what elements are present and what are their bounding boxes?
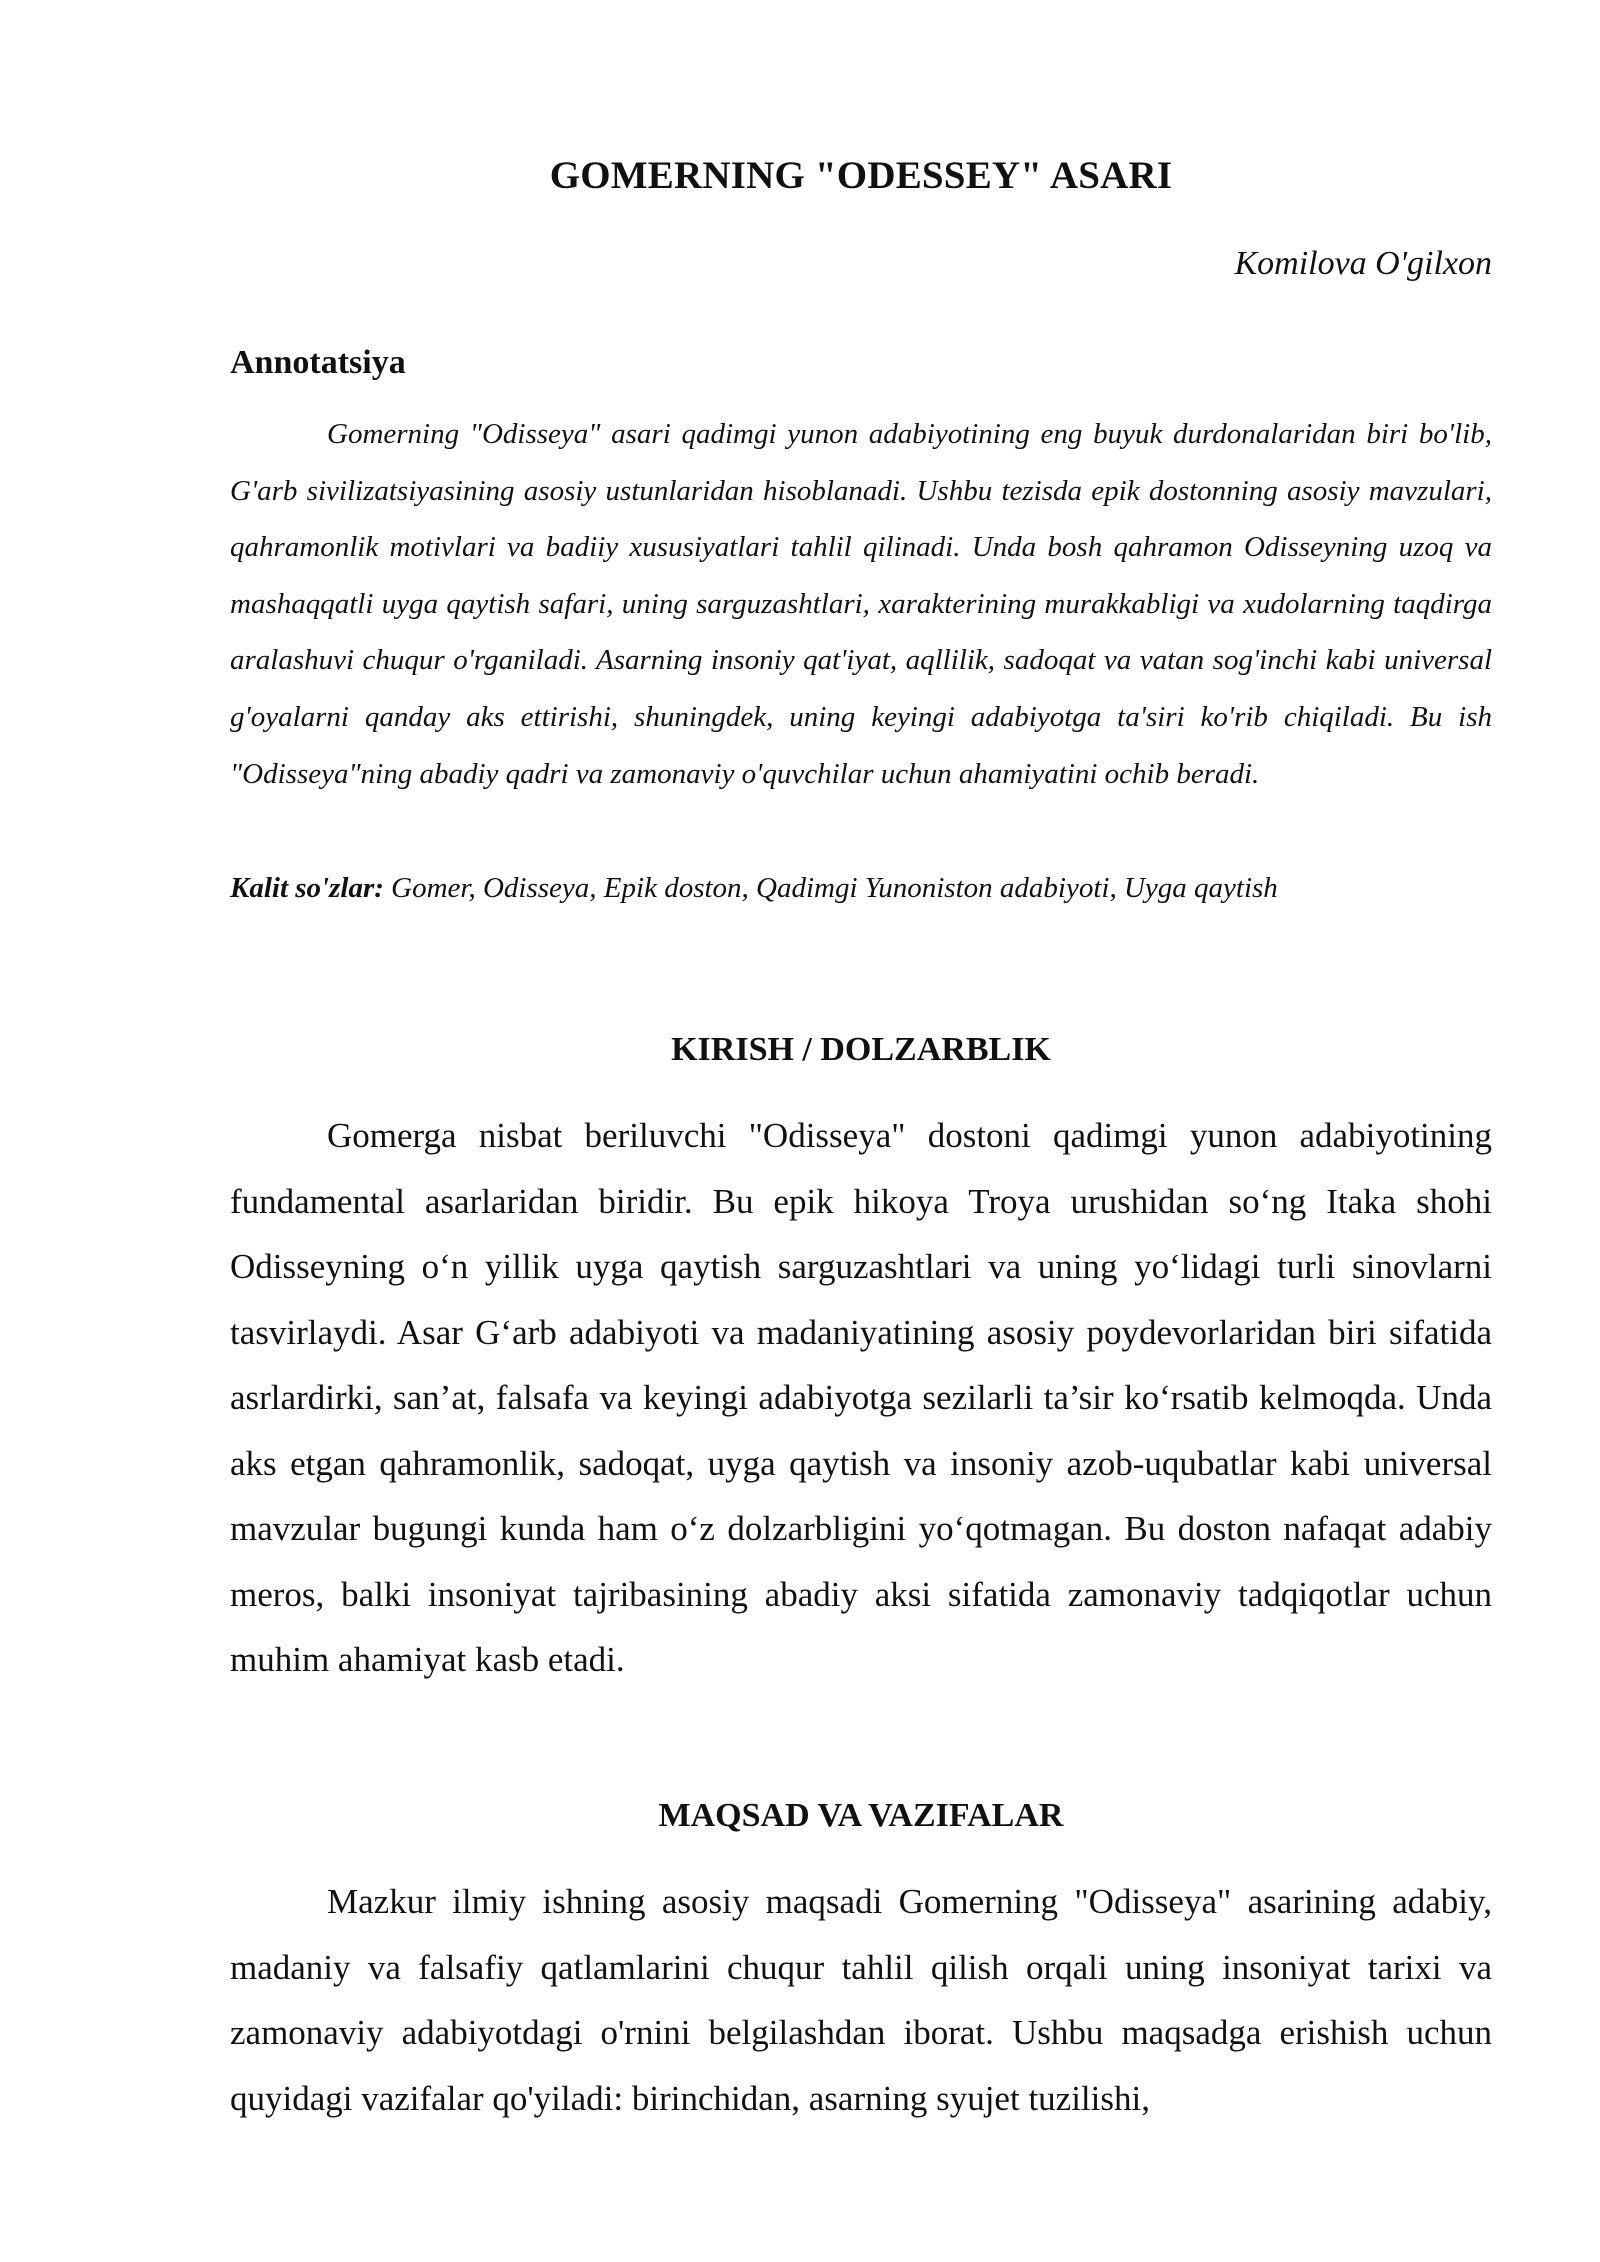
section-text-goals: Mazkur ilmiy ishning asosiy maqsadi Gomerning "Odisseya" asarining adabiy, madaniy va falsafiy qatlamlarini chuqur tahlil qilish orqali uning insoniyat tarixi va zamonaviy adabiyotdagi o'rnini belgilashdan iborat. Ushbu maqsadga erishish uchun quyidagi vazifalar qo'yiladi: birinchidan, asarning syujet tuzilishi, bbox=[230, 1882, 1492, 2118]
keywords-text: Gomer, Odisseya, Epik doston, Qadimgi Yunoniston adabiyoti, Uyga qaytish bbox=[383, 872, 1278, 904]
document-title: GOMERNING "ODESSEY" ASARI bbox=[549, 154, 1173, 197]
annotation-text: Gomerning "Odisseya" asari qadimgi yunon adabiyotining eng buyuk durdonalaridan biri bo'lib, G'arb sivilizatsiyasining asosiy ustunlaridan hisoblanadi. Ushbu tezisda epik dostonning asosiy mavzulari, qahramonlik motivlari va badiiy xususiyatlari tahlil qilinadi. Unda bosh qahramon Odisseyning uzoq va mashaqqatli uyga qaytish safari, uning sarguzashtlari, xarakterining murakkabligi va xudolarning taqdirga aralashuvi chuqur o'rganiladi. Asarning insoniy qat'iyat, aqllilik, sadoqat va vatan sog'inchi kabi universal g'oyalarni qanday aks ettirishi, shuningdek, uning keyingi adabiyotga ta'siri ko'rib chiqiladi. Bu ish "Odisseya"ning abadiy qadri va zamonaviy o'quvchilar uchun ahamiyatini ochib beradi. bbox=[230, 418, 1492, 790]
annotation-heading: Annotatsiya bbox=[230, 344, 406, 381]
keywords-line bbox=[230, 872, 1492, 905]
keywords-label: Kalit so'zlar: bbox=[230, 872, 384, 904]
author-name: Komilova O'gilxon bbox=[1234, 245, 1492, 282]
section-heading-intro: KIRISH / DOLZARBLIK bbox=[671, 1031, 1051, 1068]
section-heading-goals: MAQSAD VA VAZIFALAR bbox=[658, 1797, 1064, 1834]
section-text-intro: Gomerga nisbat beriluvchi "Odisseya" dostoni qadimgi yunon adabiyotining fundamental asarlaridan biridir. Bu epik hikoya Troya urushidan so‘ng Itaka shohi Odisseyning o‘n yillik uyga qaytish sarguzashtlari va uning yo‘lidagi turli sinovlarni tasvirlaydi. Asar G‘arb adabiyoti va madaniyatining asosiy poydevorlaridan biri sifatida asrlardirki, san’at, falsafa va keyingi adabiyotga sezilarli ta’sir ko‘rsatib kelmoqda. Unda aks etgan qahramonlik, sadoqat, uyga qaytish va insoniy azob-uqubatlar kabi universal mavzular bugungi kunda ham o‘z dolzarbligini yo‘qotmagan. Bu doston nafaqat adabiy meros, balki insoniyat tajribasining abadiy aksi sifatida zamonaviy tadqiqotlar uchun muhim ahamiyat kasb etadi. bbox=[230, 1116, 1492, 1679]
